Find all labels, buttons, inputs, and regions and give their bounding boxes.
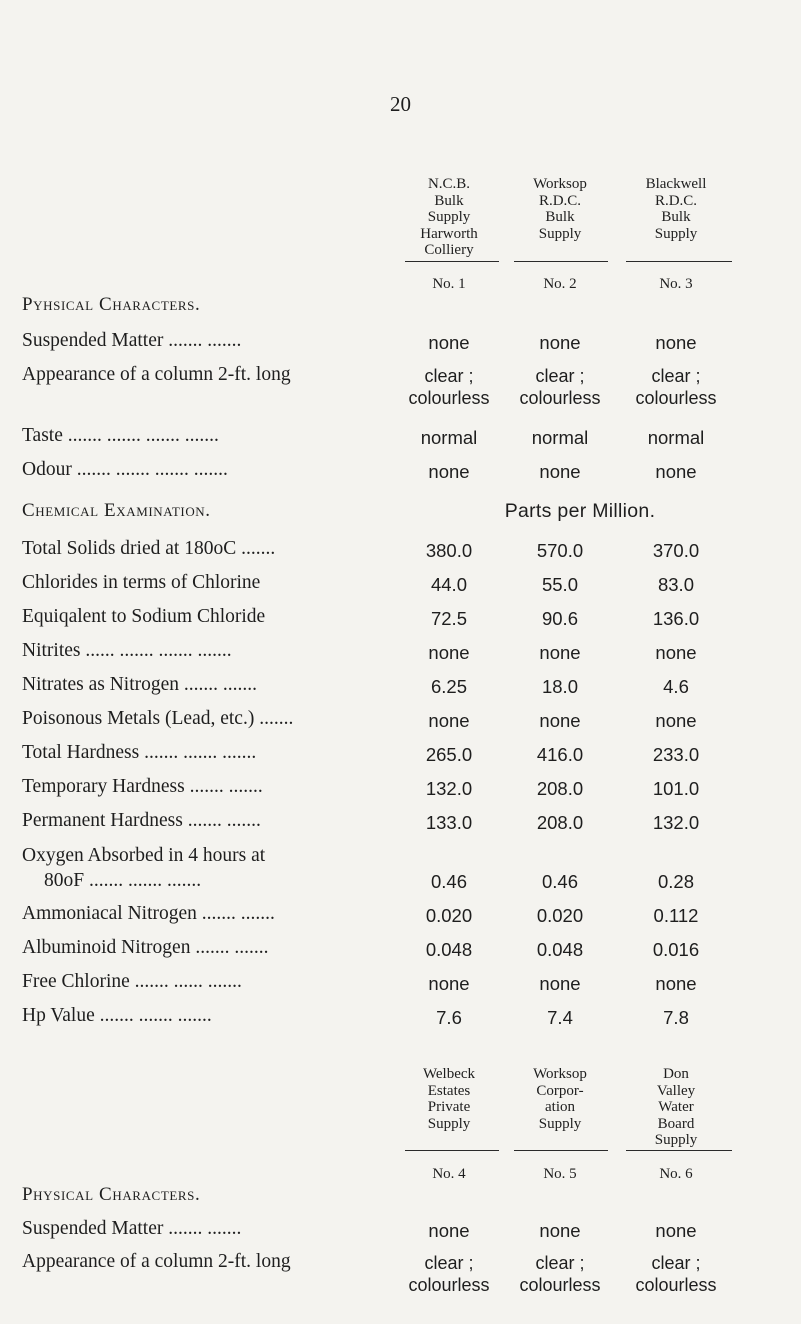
cell-value: 7.4 bbox=[547, 1007, 573, 1028]
cell-value: 18.0 bbox=[541, 676, 578, 697]
cell-value: none bbox=[655, 1220, 697, 1241]
header-line: Water bbox=[658, 1099, 694, 1115]
cell-value: 370.0 bbox=[652, 540, 700, 561]
row-label: Nitrites ...... ....... ....... ....... bbox=[22, 640, 232, 661]
header-line: Board bbox=[657, 1115, 695, 1132]
cell-value bbox=[620, 365, 732, 409]
header-line: Don bbox=[663, 1066, 689, 1082]
header-line: Worksop bbox=[533, 176, 587, 192]
row-label: Taste ....... ....... ....... ....... bbox=[22, 425, 219, 446]
column-number-6: No. 6 bbox=[659, 1166, 693, 1182]
cell-value: none bbox=[539, 461, 581, 482]
row-label: Poisonous Metals (Lead, etc.) ....... bbox=[22, 708, 294, 729]
cell-line: clear ; bbox=[651, 1253, 701, 1273]
cell-value: 0.048 bbox=[425, 939, 473, 960]
cell-line: colourless bbox=[408, 1275, 490, 1295]
cell-value: none bbox=[428, 1220, 470, 1241]
header-line: Private bbox=[427, 1099, 471, 1115]
header-line: Supply bbox=[427, 1115, 471, 1132]
cell-value: normal bbox=[420, 427, 478, 448]
column-number-2: No. 2 bbox=[543, 276, 577, 292]
column-header-2 bbox=[504, 176, 616, 242]
cell-value: normal bbox=[647, 427, 705, 448]
chemical-examination-heading: Chemical Examination. bbox=[22, 500, 211, 521]
column-header-6 bbox=[620, 1066, 732, 1149]
cell-line: colourless bbox=[519, 1275, 601, 1295]
cell-value: 90.6 bbox=[541, 608, 578, 629]
cell-value bbox=[393, 1252, 505, 1296]
row-label: Appearance of a column 2-ft. long bbox=[22, 364, 291, 385]
cell-value: 0.46 bbox=[430, 871, 467, 892]
cell-line: clear ; bbox=[424, 1253, 474, 1273]
header-rule bbox=[626, 261, 732, 262]
cell-value: none bbox=[428, 461, 470, 482]
cell-value: 0.112 bbox=[653, 905, 699, 926]
cell-value: 208.0 bbox=[536, 812, 584, 833]
cell-value: none bbox=[655, 642, 697, 663]
header-line: Supply bbox=[654, 1132, 698, 1148]
row-label: Chlorides in terms of Chlorine bbox=[22, 572, 261, 593]
cell-value: 208.0 bbox=[536, 778, 584, 799]
row-label-line: 80oF ....... ....... ....... bbox=[44, 870, 202, 891]
cell-line: colourless bbox=[635, 1275, 717, 1295]
physical-characters-heading: Physical Characters. bbox=[22, 1184, 201, 1205]
cell-line: colourless bbox=[408, 388, 490, 408]
cell-value: 6.25 bbox=[430, 676, 467, 697]
header-rule bbox=[626, 1150, 732, 1151]
cell-value: 0.048 bbox=[536, 939, 584, 960]
cell-value: 55.0 bbox=[541, 574, 578, 595]
cell-value: 132.0 bbox=[425, 778, 473, 799]
cell-value: 83.0 bbox=[657, 574, 694, 595]
cell-value: 0.28 bbox=[657, 871, 694, 892]
cell-value: 136.0 bbox=[652, 608, 700, 629]
cell-value: 265.0 bbox=[425, 744, 473, 765]
cell-value bbox=[504, 365, 616, 409]
column-header-4 bbox=[393, 1066, 505, 1132]
cell-value: 72.5 bbox=[430, 608, 467, 629]
header-rule bbox=[514, 1150, 608, 1151]
column-number-3: No. 3 bbox=[659, 276, 693, 292]
cell-value: 0.016 bbox=[652, 939, 700, 960]
row-label: Suspended Matter ....... ....... bbox=[22, 330, 242, 351]
row-label: Temporary Hardness ....... ....... bbox=[22, 776, 263, 797]
column-number-1: No. 1 bbox=[432, 276, 466, 292]
physical-characters-heading: Pyhsical Characters. bbox=[22, 294, 201, 315]
cell-value: none bbox=[428, 973, 470, 994]
header-line: Bulk bbox=[661, 209, 691, 225]
cell-value: none bbox=[539, 710, 581, 731]
row-label: Appearance of a column 2-ft. long bbox=[22, 1251, 291, 1272]
header-line: Welbeck bbox=[422, 1066, 476, 1082]
cell-value: none bbox=[655, 973, 697, 994]
row-label: Total Hardness ....... ....... ....... bbox=[22, 742, 257, 763]
cell-value: 380.0 bbox=[425, 540, 473, 561]
row-label: Hp Value ....... ....... ....... bbox=[22, 1005, 212, 1026]
cell-value: none bbox=[539, 332, 581, 353]
column-header-1 bbox=[393, 176, 505, 259]
cell-value: 570.0 bbox=[536, 540, 584, 561]
cell-value: 7.8 bbox=[663, 1007, 689, 1028]
cell-value: none bbox=[428, 642, 470, 663]
cell-value: 132.0 bbox=[652, 812, 700, 833]
cell-value bbox=[504, 1252, 616, 1296]
cell-value: 233.0 bbox=[652, 744, 700, 765]
header-line: Bulk bbox=[545, 209, 575, 225]
column-header-5 bbox=[504, 1066, 616, 1132]
column-number-4: No. 4 bbox=[432, 1166, 466, 1182]
header-line: Supply bbox=[654, 225, 698, 242]
header-line: R.D.C. bbox=[538, 192, 582, 209]
units-label: Parts per Million. bbox=[504, 500, 656, 522]
row-label: Albuminoid Nitrogen ....... ....... bbox=[22, 937, 269, 958]
header-line: R.D.C. bbox=[654, 192, 698, 209]
header-line: N.C.B. bbox=[427, 176, 471, 192]
column-number-5: No. 5 bbox=[543, 1166, 577, 1182]
row-label: Free Chlorine ....... ...... ....... bbox=[22, 971, 242, 992]
header-line: Colliery bbox=[424, 242, 474, 258]
cell-value: 0.020 bbox=[536, 905, 584, 926]
row-label bbox=[22, 843, 265, 893]
cell-value: none bbox=[539, 973, 581, 994]
row-label-line: Oxygen Absorbed in 4 hours at bbox=[22, 845, 266, 866]
row-label: Total Solids dried at 180oC ....... bbox=[22, 538, 276, 559]
cell-value: normal bbox=[531, 427, 589, 448]
row-label: Ammoniacal Nitrogen ....... ....... bbox=[22, 903, 275, 924]
row-label: Nitrates as Nitrogen ....... ....... bbox=[22, 674, 258, 695]
header-line: Valley bbox=[656, 1082, 696, 1099]
cell-line: clear ; bbox=[424, 366, 474, 386]
header-rule bbox=[514, 261, 608, 262]
header-line: Bulk bbox=[434, 192, 464, 209]
cell-line: clear ; bbox=[535, 366, 585, 386]
cell-value: 0.020 bbox=[425, 905, 473, 926]
row-label: Suspended Matter ....... ....... bbox=[22, 1218, 242, 1239]
cell-value bbox=[393, 365, 505, 409]
cell-line: colourless bbox=[519, 388, 601, 408]
cell-line: clear ; bbox=[651, 366, 701, 386]
row-label: Equiqalent to Sodium Chloride bbox=[22, 606, 266, 627]
header-line: ation bbox=[545, 1099, 575, 1115]
cell-value: 133.0 bbox=[425, 812, 473, 833]
header-line: Supply bbox=[538, 1115, 582, 1132]
header-rule bbox=[405, 1150, 499, 1151]
header-line: Estates bbox=[427, 1082, 471, 1099]
column-header-3 bbox=[620, 176, 732, 242]
row-label: Permanent Hardness ....... ....... bbox=[22, 810, 261, 831]
cell-value: none bbox=[428, 710, 470, 731]
cell-value: none bbox=[655, 710, 697, 731]
cell-value: 0.46 bbox=[541, 871, 578, 892]
header-line: Blackwell bbox=[645, 176, 707, 192]
cell-value: none bbox=[428, 332, 470, 353]
cell-value: 7.6 bbox=[436, 1007, 462, 1028]
cell-line: colourless bbox=[635, 388, 717, 408]
cell-value: 4.6 bbox=[663, 676, 689, 697]
cell-value: none bbox=[655, 332, 697, 353]
header-line: Supply bbox=[427, 209, 471, 225]
header-line: Worksop bbox=[533, 1066, 587, 1082]
header-line: Corpor- bbox=[536, 1082, 584, 1099]
cell-value bbox=[620, 1252, 732, 1296]
header-line: Supply bbox=[538, 225, 582, 242]
cell-value: 101.0 bbox=[652, 778, 700, 799]
header-line: Harworth bbox=[420, 225, 478, 242]
header-rule bbox=[405, 261, 499, 262]
cell-value: 416.0 bbox=[536, 744, 584, 765]
cell-value: none bbox=[539, 1220, 581, 1241]
cell-value: none bbox=[539, 642, 581, 663]
cell-value: none bbox=[655, 461, 697, 482]
page-number: 20 bbox=[390, 92, 411, 116]
row-label: Odour ....... ....... ....... ....... bbox=[22, 459, 228, 480]
cell-line: clear ; bbox=[535, 1253, 585, 1273]
cell-value: 44.0 bbox=[430, 574, 467, 595]
